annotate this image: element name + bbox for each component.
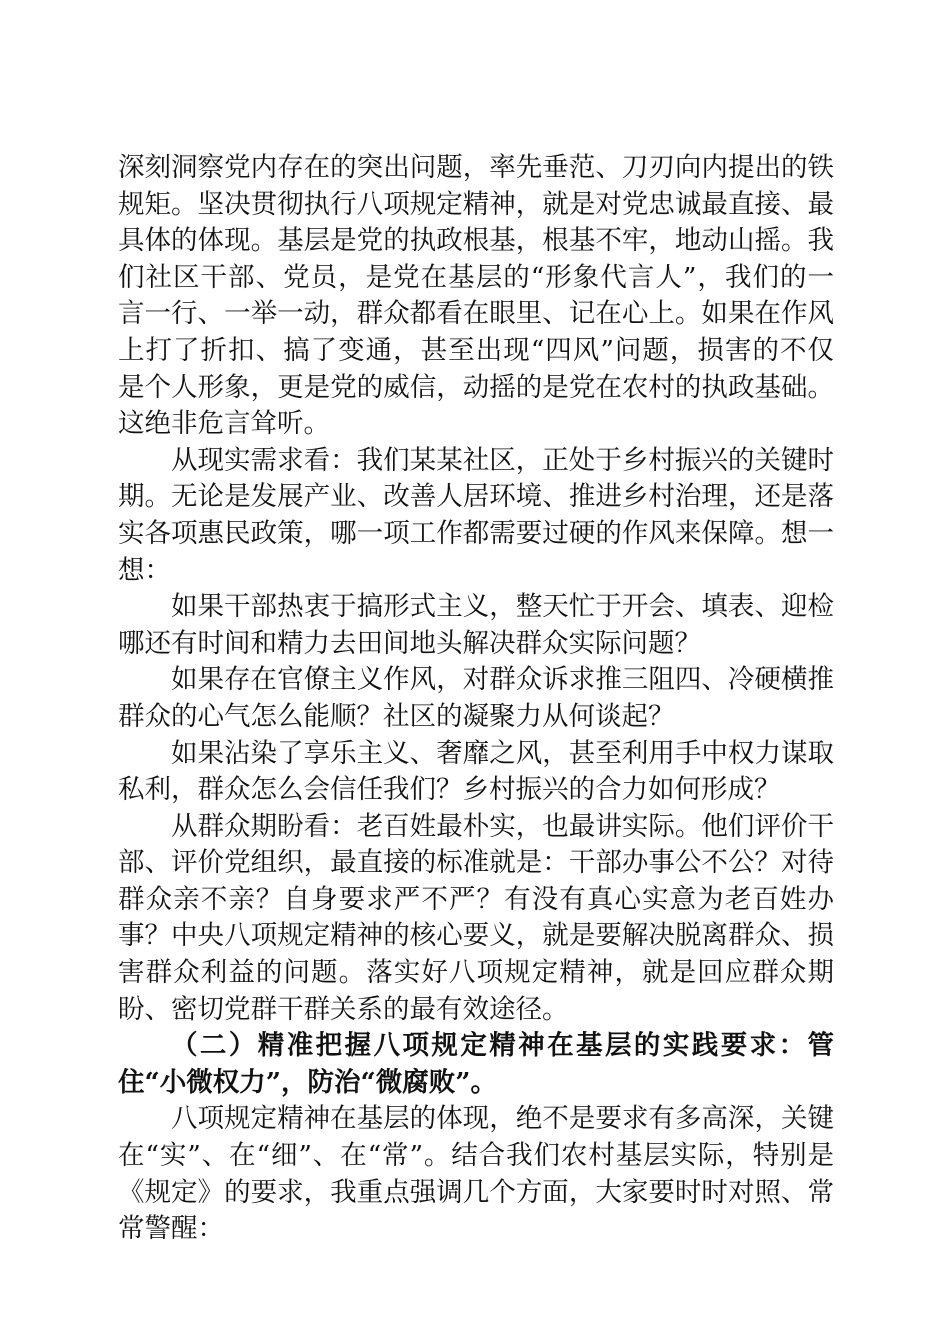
paragraph-continued: 深刻洞察党内存在的突出问题，率先垂范、刀刃向内提出的铁规矩。坚决贯彻执行八项规定精神，就是对党忠诚最直接、最具体的体现。基层是党的执政根基，根基不牢，地动山摇。我们社区干部、党员，是党在基层的“形象代言人”，我们的一言一行、一举一动，群众都看在眼里、记在心上。如果在作风上打了折扣、搞了变通，甚至出现“四风”问题，损害的不仅是个人形象，更是党的威信，动摇的是党在农村的执政基础。这绝非危言耸听。 [118, 152, 834, 440]
paragraph-bureaucratism: 如果存在官僚主义作风，对群众诉求推三阻四、冷硬横推群众的心气怎么能顺？社区的凝聚力从何谈起？ [118, 664, 834, 732]
paragraph-practical-needs: 从现实需求看：我们某某社区，正处于乡村振兴的关键时期。无论是发展产业、改善人居环境、推进乡村治理，还是落实各项惠民政策，哪一项工作都需要过硬的作风来保障。想一想： [118, 444, 834, 586]
paragraph-formalism: 如果干部热衷于搞形式主义，整天忙于开会、填表、迎检哪还有时间和精力去田间地头解决群众实际问题？ [118, 591, 834, 659]
section-heading: （二）精准把握八项规定精神在基层的实践要求：管住“小微权力”，防治“微腐败”。 [118, 1030, 834, 1098]
document-page [118, 150, 834, 1248]
paragraph-hedonism: 如果沾染了享乐主义、奢靡之风，甚至利用手中权力谋取私利，群众怎么会信任我们？乡村振兴的合力如何形成？ [118, 737, 834, 806]
paragraph-public-expectations: 从群众期盼看：老百姓最朴实，也最讲实际。他们评价干部、评价党组织，最直接的标准就是：干部办事公不公？对待群众亲不亲？自身要求严不严？有没有真心实意为老百姓办事？中央八项规定精神的核心要义，就是要解决脱离群众、损害群众利益的问题。落实好八项规定精神，就是回应群众期盼、密切党群干群关系的最有效途径。 [118, 810, 834, 1025]
paragraph-grassroots-requirements: 八项规定精神在基层的体现，绝不是要求有多高深，关键在“实”、在“细”、在“常”。结合我们农村基层实际，特别是《规定》的要求，我重点强调几个方面，大家要时时对照、常常警醒： [118, 1103, 834, 1245]
